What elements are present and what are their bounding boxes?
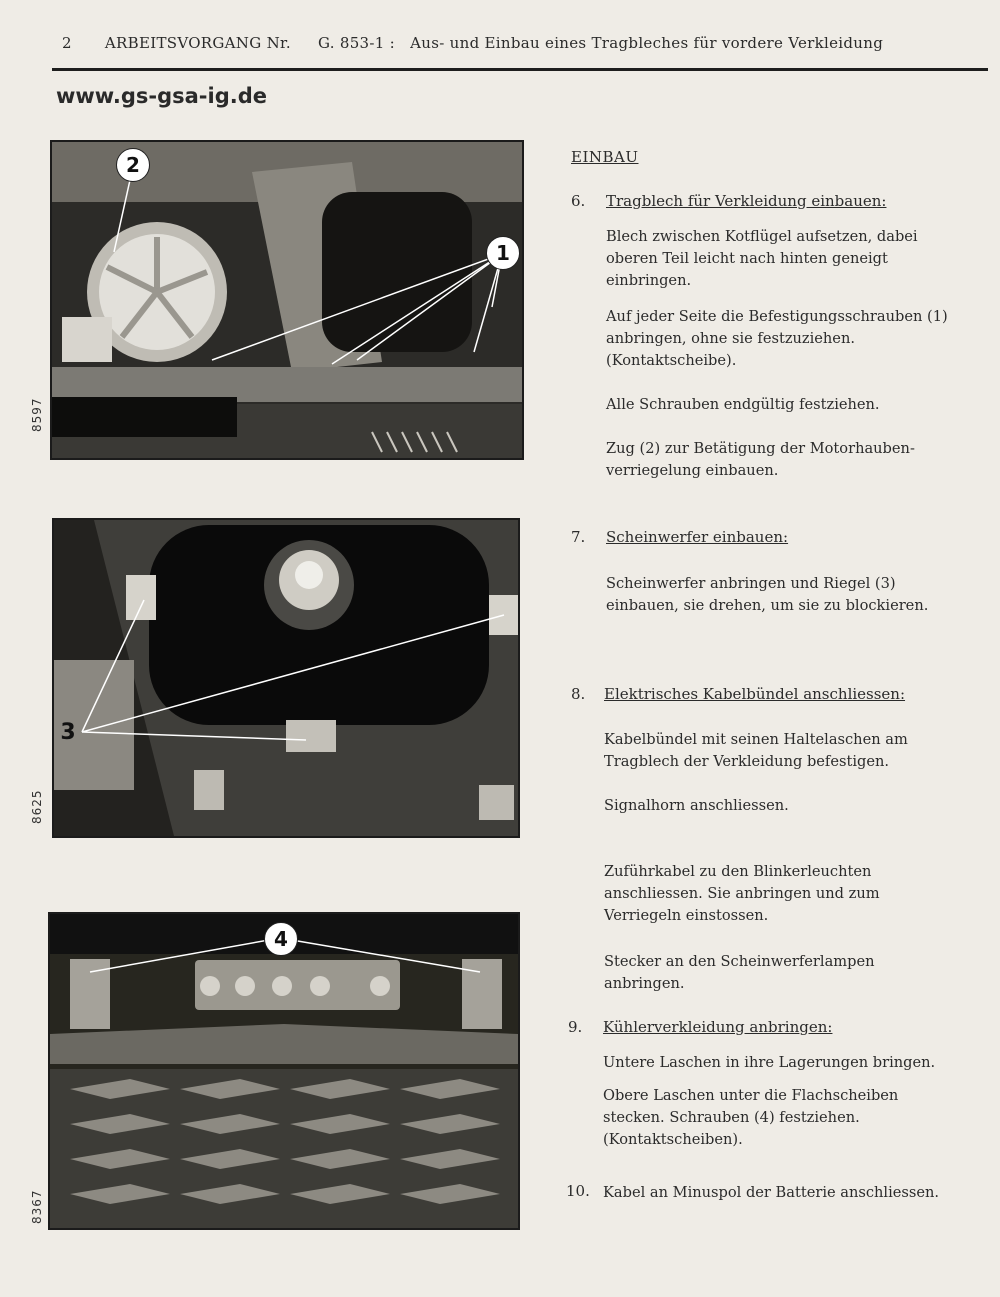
step-paragraph: Alle Schrauben endgültig festziehen. xyxy=(606,396,880,413)
step-number: 7. xyxy=(571,528,586,546)
website-url[interactable]: www.gs-gsa-ig.de xyxy=(56,84,267,108)
callout-1: 1 xyxy=(486,236,520,270)
step-paragraph: Kabel an Minuspol der Batterie anschliessen. xyxy=(603,1184,940,1201)
callout-2: 2 xyxy=(116,148,150,182)
page-number: 2 xyxy=(62,34,72,52)
operation-label: ARBEITSVORGANG Nr. xyxy=(104,34,291,52)
step-paragraph: Signalhorn anschliessen. xyxy=(604,797,789,814)
step-paragraph: Zuführkabel zu den Blinkerleuchten anschliessen. Sie anbringen und zum Verriegeln einstossen. xyxy=(604,863,880,924)
operation-code: G. 853-1 : xyxy=(317,34,396,52)
step-paragraph: Untere Laschen in ihre Lagerungen bringen. xyxy=(603,1054,936,1071)
callout-3: 3 xyxy=(60,719,76,745)
photo-grille xyxy=(48,912,520,1230)
photo-headlamp-image xyxy=(54,520,518,836)
step-paragraph: Zug (2) zur Betätigung der Motorhauben-verriegelung einbauen. xyxy=(606,440,915,479)
section-title: EINBAU xyxy=(571,148,639,166)
figure-number: 8597 xyxy=(30,397,44,432)
step-number: 8. xyxy=(571,685,586,703)
figure-number: 8625 xyxy=(30,789,44,824)
photo-front-panel xyxy=(50,140,524,460)
step-paragraph: Kabelbündel mit seinen Haltelaschen am Tragblech der Verkleidung befestigen. xyxy=(604,731,908,770)
photo-grille-image xyxy=(50,914,518,1228)
step-heading: Kühlerverkleidung anbringen: xyxy=(603,1018,833,1036)
step-paragraph: Blech zwischen Kotflügel aufsetzen, dabei oberen Teil leicht nach hinten geneigt einbringen. xyxy=(606,228,918,289)
step-heading: Elektrisches Kabelbündel anschliessen: xyxy=(604,685,906,703)
photo-headlamp xyxy=(52,518,520,838)
header-rule xyxy=(52,68,988,71)
step-paragraph: Scheinwerfer anbringen und Riegel (3) einbauen, sie drehen, um sie zu blockieren. xyxy=(606,575,929,614)
step-heading: Scheinwerfer einbauen: xyxy=(606,528,789,546)
step-heading: Tragblech für Verkleidung einbauen: xyxy=(606,192,887,210)
step-number: 9. xyxy=(568,1018,583,1036)
operation-title: Aus- und Einbau eines Tragbleches für vordere Verkleidung xyxy=(410,34,884,52)
step-paragraph: Stecker an den Scheinwerferlampen anbringen. xyxy=(604,953,875,992)
step-paragraph: Auf jeder Seite die Befestigungsschrauben (1) anbringen, ohne sie festzuziehen. (Kontaktscheibe). xyxy=(606,308,948,369)
step-number: 6. xyxy=(571,192,586,210)
page-header xyxy=(62,34,883,52)
figure-number: 8367 xyxy=(30,1189,44,1224)
step-paragraph: Obere Laschen unter die Flachscheiben stecken. Schrauben (4) festziehen. (Kontaktscheiben). xyxy=(603,1087,899,1148)
step-number: 10. xyxy=(566,1182,590,1200)
photo-front-panel-image xyxy=(52,142,522,458)
callout-4: 4 xyxy=(264,922,298,956)
